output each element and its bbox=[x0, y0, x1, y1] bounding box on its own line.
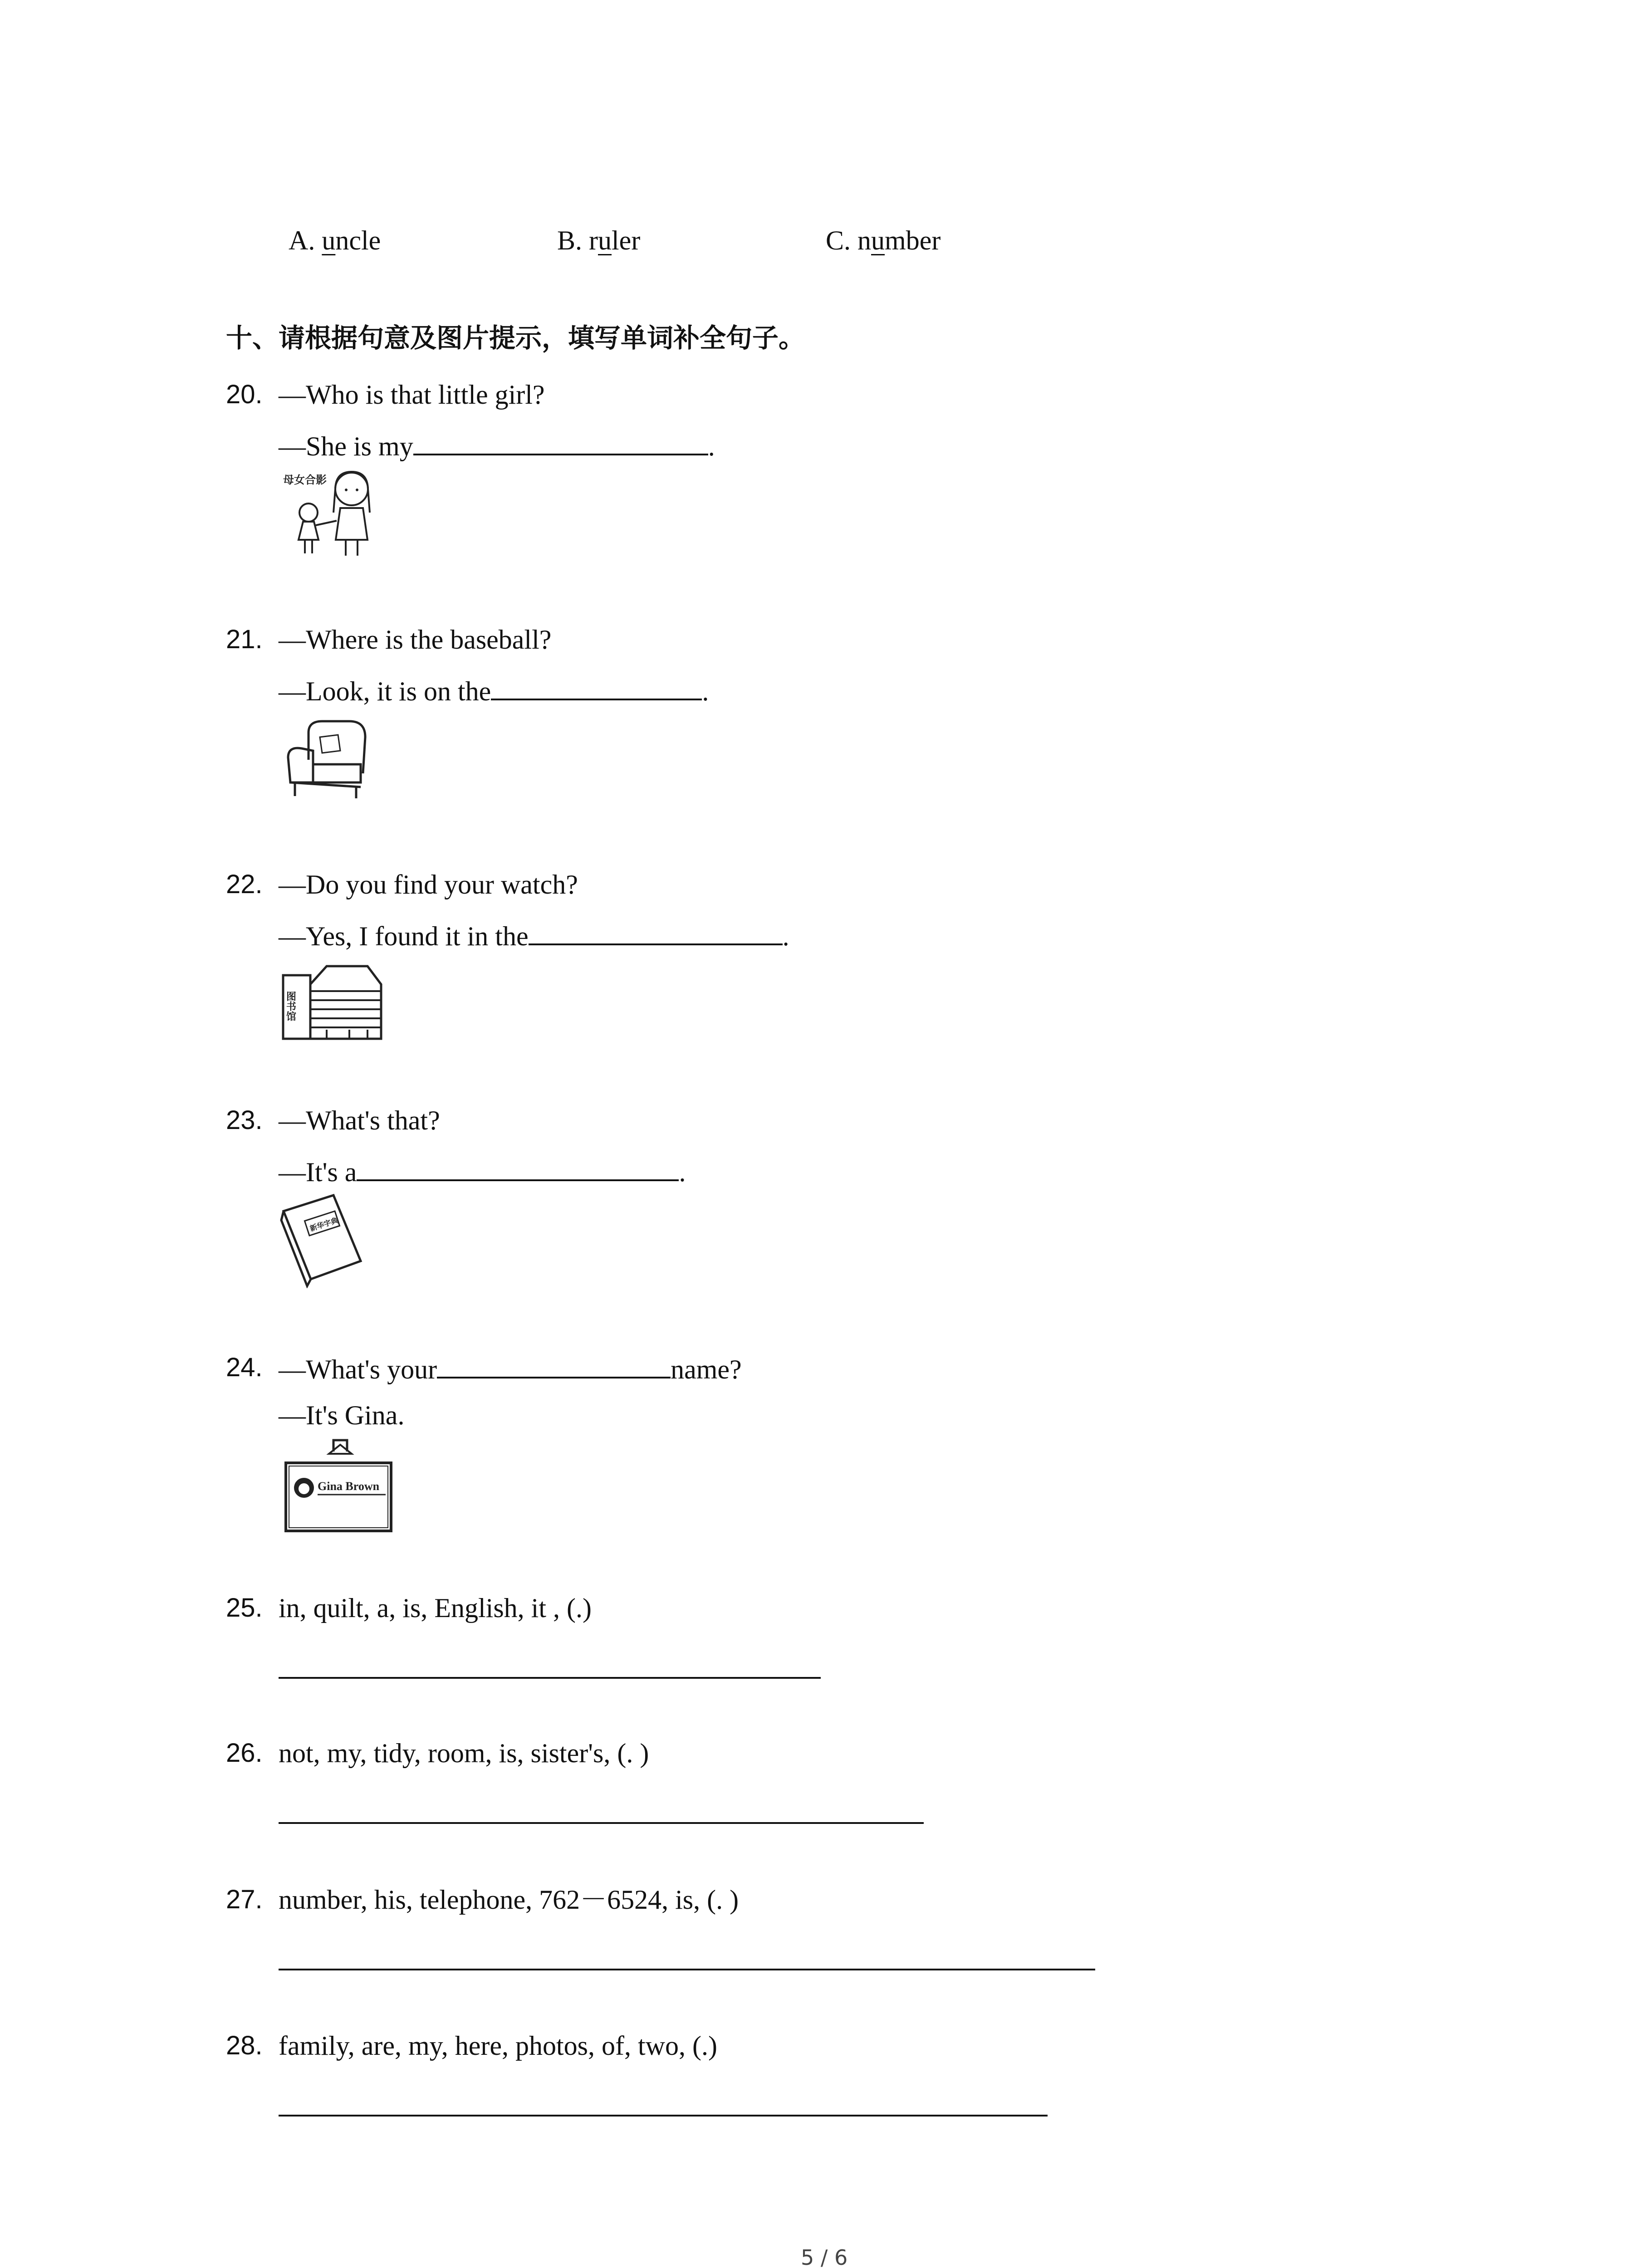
mother-daughter-icon bbox=[281, 467, 381, 558]
picture-caption: 图书馆 bbox=[284, 991, 296, 1021]
question-text: —What's your name? bbox=[279, 1349, 742, 1388]
picture-caption: 新华字典 bbox=[309, 1216, 339, 1233]
question-number: 27. bbox=[226, 1885, 263, 1914]
answer-blank[interactable] bbox=[491, 671, 702, 700]
answer-blank[interactable] bbox=[357, 1152, 679, 1181]
question-text: —Who is that little girl? bbox=[279, 380, 545, 410]
question-number: 20. bbox=[226, 380, 263, 409]
question-number: 22. bbox=[226, 870, 263, 899]
question-number: 28. bbox=[226, 2031, 263, 2060]
answer-sentence: —She is my . bbox=[279, 426, 715, 464]
option-a: A. uncle bbox=[289, 225, 381, 255]
answer-sentence: —Look, it is on the . bbox=[279, 671, 709, 709]
name-tag-icon bbox=[284, 1438, 395, 1535]
answer-sentence: —Yes, I found it in the . bbox=[279, 916, 789, 954]
answer-blank[interactable] bbox=[437, 1349, 671, 1378]
question-text: —Do you find your watch? bbox=[279, 870, 578, 899]
library-building-icon bbox=[281, 957, 386, 1043]
picture-caption: 母女合影 bbox=[283, 474, 327, 486]
question-text: family, are, my, here, photos, of, two, (.) bbox=[279, 2031, 717, 2061]
question-number: 21. bbox=[226, 625, 263, 654]
question-number: 23. bbox=[226, 1105, 263, 1135]
question-text: in, quilt, a, is, English, it , (.) bbox=[279, 1593, 592, 1623]
question-text: —Where is the baseball? bbox=[279, 625, 552, 655]
question-text: —What's that? bbox=[279, 1105, 440, 1135]
question-number: 26. bbox=[226, 1738, 263, 1768]
answer-sentence: —It's a . bbox=[279, 1152, 686, 1190]
option-b: B. ruler bbox=[557, 225, 641, 255]
sofa-icon bbox=[281, 714, 372, 805]
question-text: number, his, telephone, 762－6524, is, (. ) bbox=[279, 1885, 739, 1915]
answer-line[interactable] bbox=[279, 1822, 924, 1824]
question-number: 25. bbox=[226, 1593, 263, 1623]
answer-blank[interactable] bbox=[413, 426, 708, 455]
picture-caption: Gina Brown bbox=[318, 1480, 380, 1493]
dictionary-book-icon bbox=[279, 1193, 365, 1288]
section-heading: 十、请根据句意及图片提示，填写单词补全句子。 bbox=[226, 323, 805, 353]
answer-line[interactable] bbox=[279, 1969, 1095, 1970]
answer-blank[interactable] bbox=[529, 916, 783, 945]
answer-sentence: —It's Gina. bbox=[279, 1400, 405, 1430]
question-text: not, my, tidy, room, is, sister's, (. ) bbox=[279, 1738, 649, 1768]
answer-line[interactable] bbox=[279, 1677, 821, 1679]
option-c: C. number bbox=[826, 225, 941, 255]
page-indicator: 5 / 6 bbox=[801, 2245, 848, 2268]
question-number: 24. bbox=[226, 1353, 263, 1382]
answer-line[interactable] bbox=[279, 2115, 1048, 2116]
